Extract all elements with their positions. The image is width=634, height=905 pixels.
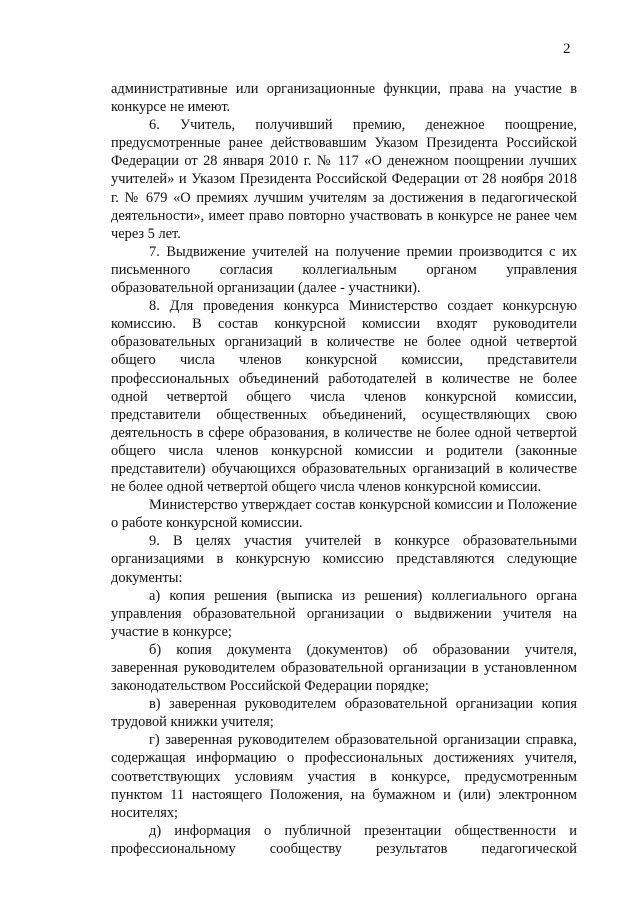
paragraph: д) информация о публичной презентации общественности и профессиональному сообществу результатов педагогической <box>111 822 577 857</box>
paragraph: а) копия решения (выписка из решения) коллегиального органа управления образовательной организации о выдвижении учителя на участие в конкурсе; <box>111 587 577 640</box>
paragraph: 7. Выдвижение учителей на получение премии производится с их письменного согласия коллегиальным органом управления образовательной организации (далее - участники). <box>111 243 577 297</box>
paragraph: Министерство утверждает состав конкурсной комиссии и Положение о работе конкурсной комиссии. <box>111 497 577 532</box>
paragraph: 6. Учитель, получивший премию, денежное поощрение, предусмотренные ранее действовавшим Указом Президента Российской Федерации от 28 января 2010 г. № 117 «О денежном поощрении лучших учителей» и Указом Президента Российской Федерации от 28 ноября 2018 г. № 679 «О премиях лучшим учителям за достижения в педагогической деятельности», имеет право повторно участвовать в конкурсе не ранее чем через 5 лет. <box>111 117 577 242</box>
paragraph: г) заверенная руководителем образовательной организации справка, содержащая информацию о профессиональных достижениях учителя, соответствующих условиям участия в конкурсе, предусмотренным пунктом 11 настоящего Положения, на бумажном и (или) электронном носителях; <box>111 732 577 821</box>
paragraph: 8. Для проведения конкурса Министерство создает конкурсную комиссию. В состав конкурсной комиссии входят руководители образовательных организаций в количестве не более одной четвертой общего числа членов конкурсной комиссии, представители профессиональных объединений работодателей в количестве не более одной четвертой общего числа членов конкурсной комиссии, представители общественных объединений, осуществляющих свою деятельность в сфере образования, в количестве не более одной четвертой общего числа членов конкурсной комиссии и родители (законные представители) обучающихся образовательных организаций в количестве не более одной четвертой общего числа членов конкурсной комиссии. <box>111 298 577 496</box>
paragraph: 9. В целях участия учителей в конкурсе образовательными организациями в конкурсную комиссию представляются следующие документы: <box>111 533 577 586</box>
page-number: 2 <box>563 41 571 57</box>
document-body <box>111 80 577 858</box>
paragraph: б) копия документа (документов) об образовании учителя, заверенная руководителем образовательной организации в установленном законодательством Российской Федерации порядке; <box>111 641 577 695</box>
paragraph: административные или организационные функции, права на участие в конкурсе не имеют. <box>111 81 577 116</box>
paragraph: в) заверенная руководителем образовательной организации копия трудовой книжки учителя; <box>111 696 577 731</box>
